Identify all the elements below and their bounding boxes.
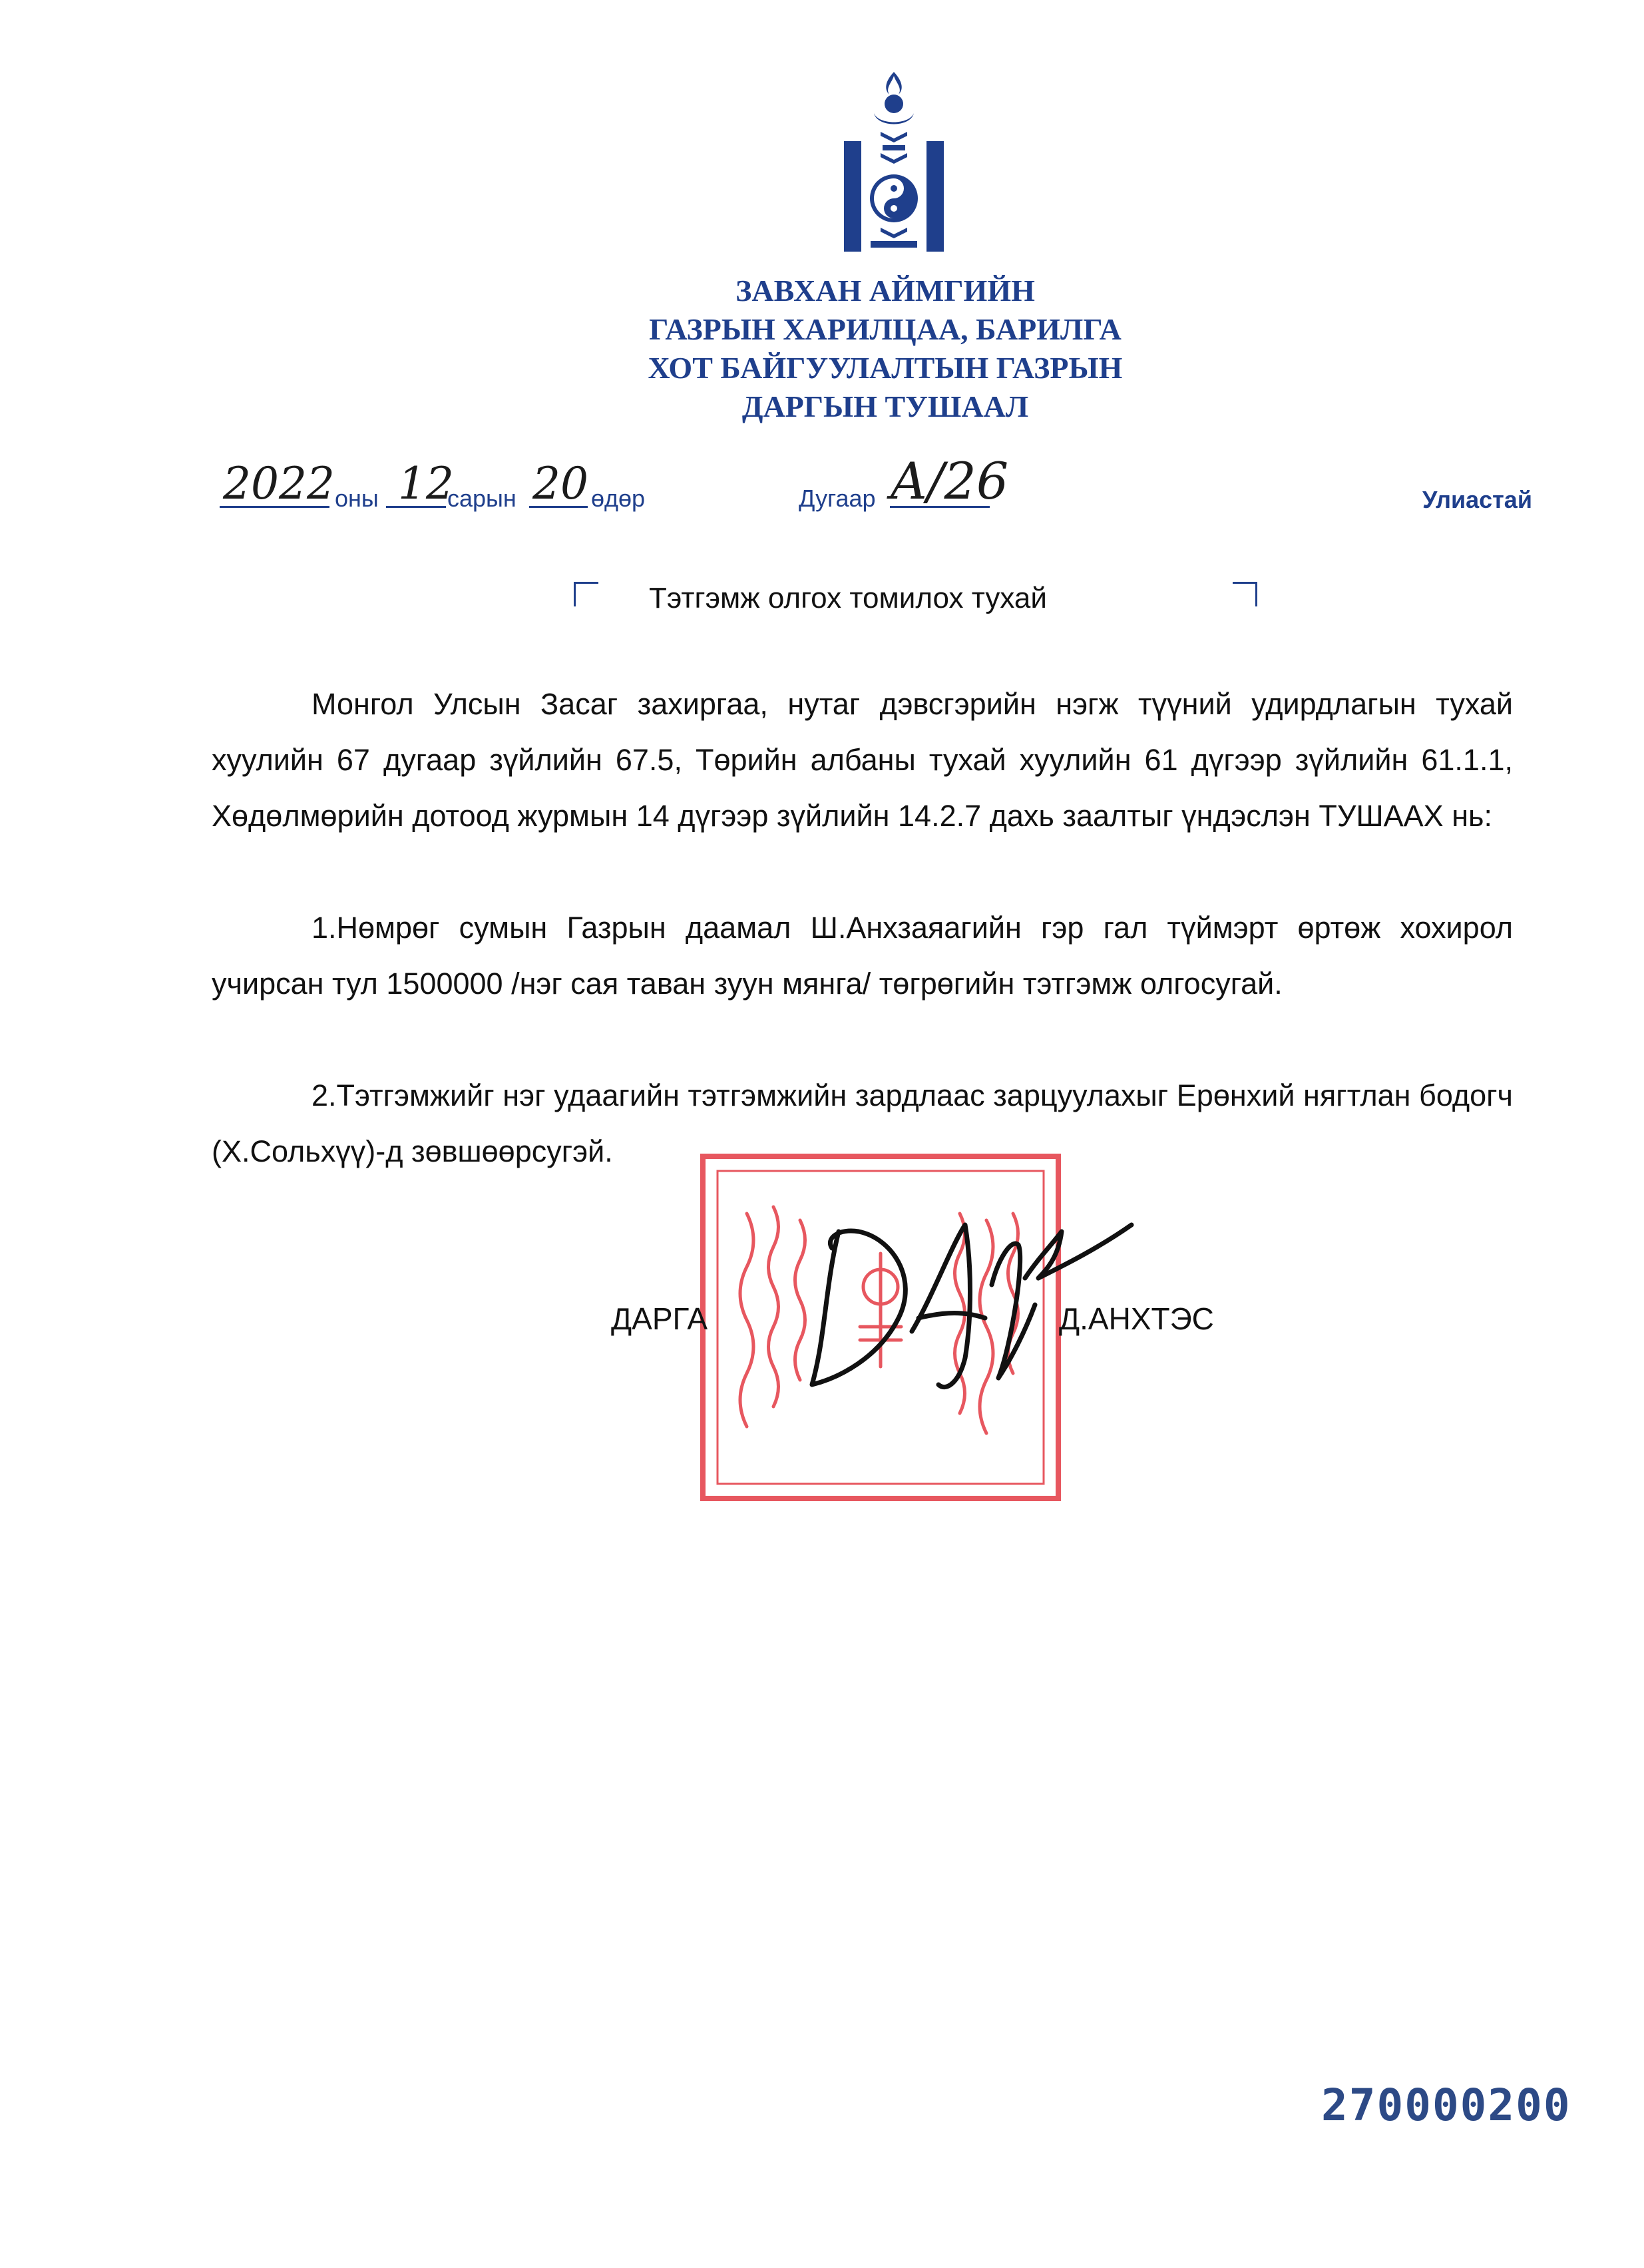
org-line: ЗАВХАН АЙМГИЙН [735, 274, 1035, 308]
day-suffix: өдөр [591, 485, 646, 512]
month-suffix: сарын [447, 485, 516, 512]
date-year: 2022 [223, 458, 335, 509]
org-title [0, 272, 1644, 426]
subject-corner-left [574, 582, 598, 606]
handwritten-signature-icon [799, 1185, 1145, 1411]
soyombo-emblem-icon [844, 72, 944, 252]
year-suffix: оны [335, 485, 379, 512]
org-line: ГАЗРЫН ХАРИЛЦАА, БАРИЛГА [649, 312, 1122, 346]
body-preamble: Монгол Улсын Засаг захиргаа, нутаг дэвсгэрийн нэгж түүний удирдлагын тухай хуулийн 67 дугаар зүйлийн 67.5, Төрийн албаны тухай хуулийн 61 дүгээр зүйлийн 61.1.1, Хөдөлмөрийн дотоод журмын 14 дүгээр зүйлийн 14.2.7 дахь заалтыг үндэслэн ТУШААХ нь: [212, 687, 1513, 833]
org-line: ДАРГЫН ТУШААЛ [741, 389, 1029, 423]
order-item-2: 2.Тэтгэмжийг нэг удаагийн тэтгэмжийн зардлаас зарцуулахыг Ерөнхий нягтлан бодогч (Х.Сольхүү)-д зөвшөөрсугэй. [212, 1078, 1513, 1168]
date-day: 20 [532, 458, 588, 509]
document-serial-number: 270000200 [1321, 2080, 1571, 2131]
date-month: 12 [398, 458, 454, 509]
org-line: ХОТ БАЙГУУЛАЛТЫН ГАЗРЫН [648, 351, 1123, 385]
signer-name: Д.АНХТЭС [1059, 1301, 1214, 1336]
order-number: A/26 [891, 451, 1009, 511]
subject-title: Тэтгэмж олгох томилох тухай [649, 582, 1047, 614]
signer-position: ДАРГА [611, 1301, 708, 1336]
order-item-1: 1.Нөмрөг сумын Газрын даамал Ш.Анхзаяагийн гэр гал түймэрт өртөж хохирол учирсан тул 1500000 /нэг сая таван зуун мянга/ төгрөгийн тэтгэмж олгосугай. [212, 911, 1513, 1001]
subject-corner-right [1233, 582, 1257, 606]
number-label: Дугаар [799, 485, 876, 512]
place-name: Улиастай [1422, 486, 1532, 513]
